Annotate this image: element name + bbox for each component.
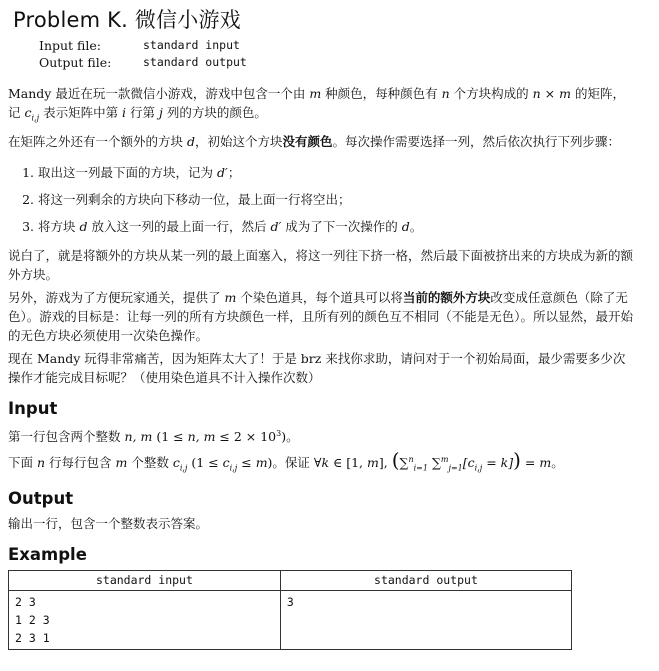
page-title: Problem K. 微信小游戏	[13, 8, 241, 32]
example-input-header: standard input	[9, 571, 281, 591]
example-header-row	[9, 571, 572, 591]
output-file-row	[39, 54, 247, 71]
example-input-cell: 2 3 1 2 3 2 3 1	[9, 591, 281, 650]
example-output-cell: 3	[280, 591, 571, 650]
output-heading: Output	[8, 489, 74, 509]
input-line-2: 下面 n 行每行包含 m 个整数 $c_{i,j}$ $(1 \le c_{i,j} \le m)$。保证 ∀k ∈ [1, m], (∑$^n_{i=1}$ $\sum^m_{j=1}[c_{i,j} = k]) = m$。	[8, 447, 564, 473]
output-file-value: standard output	[143, 55, 247, 69]
statement-paragraph-3: 说白了，就是将额外的方块从某一列的最上面塞入，将这一列往下挤一格，然后最下面被挤出来的方块成为新的额外方块。	[8, 247, 634, 282]
statement-paragraph-2: 在矩阵之外还有一个额外的方块 d，初始这个方块没有颜色。每次操作需要选择一列，然后依次执行下列步骤：	[8, 133, 621, 149]
input-file-value: standard input	[143, 38, 240, 52]
example-heading: Example	[8, 545, 87, 565]
output-file-label: Output file:	[39, 55, 112, 70]
statement-paragraph-4: 另外，游戏为了方便玩家通关，提供了 m 个染色道具，每个道具可以将当前的额外方块改变成任意颜色（除了无色）。游戏的目标是：让每一列的所有方块颜色一样，且所有列的颜色互不相同（不能是无色）。所以显然，最开始的无色方块必须使用一次染色操作。	[8, 289, 634, 343]
example-table	[8, 570, 572, 650]
input-line-1: 第一行包含两个整数 n, m (1 ≤ n, $m \le 2 \times 10^3$)。	[8, 428, 299, 444]
input-heading: Input	[8, 398, 58, 418]
example-data-row	[9, 591, 572, 650]
example-output-header: standard output	[280, 571, 571, 591]
output-text: 输出一行，包含一个整数表示答案。	[8, 516, 209, 532]
io-files	[39, 37, 247, 71]
statement-paragraph-5: 现在 Mandy 玩得非常痛苦，因为矩阵太大了！于是 brz 来找你求助，请问对于一个初始局面，最少需要多少次操作才能完成目标呢？（使用染色道具不计入操作次数）	[8, 350, 626, 385]
input-file-row	[39, 37, 247, 54]
step-item: 2. 将这一列剩余的方块向下移动一位，最上面一行将空出；	[38, 190, 636, 209]
problem-statement	[8, 84, 636, 650]
statement-paragraph-1: Mandy 最近在玩一款微信小游戏，游戏中包含一个由 m 种颜色，每种颜色有 n 个方块构成的 n × m 的矩阵，记 $c_{i,j}$ 表示矩阵中第 i 行第 j 列的方块的颜色。	[8, 86, 625, 123]
operation-steps	[8, 163, 636, 236]
input-file-label: Input file:	[39, 38, 101, 53]
step-item: 3. 将方块 d 放入这一列的最上面一行，然后 d′ 成为了下一次操作的 d。	[38, 217, 636, 236]
step-item: 1. 取出这一列最下面的方块，记为 d′；	[38, 163, 636, 182]
